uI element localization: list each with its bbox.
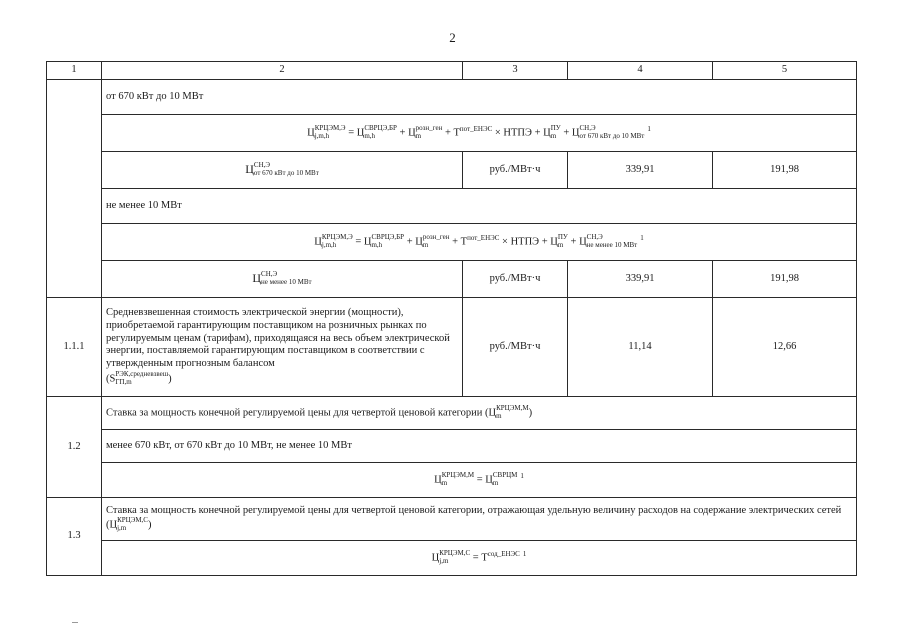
footnote-mark: 1 — [647, 124, 651, 133]
table-row — [47, 463, 857, 498]
header-cell: 1 — [47, 62, 102, 80]
header-row — [47, 62, 857, 80]
table-row — [47, 498, 857, 541]
description-cell: Средневзвешенная стоимость электрической энергии (мощности), приобретаемой гарантирующим поставщиком на розничных рынках по регулируемым ценам (тарифам), приходящаяся на весь объем электрической энергии, поставляемой гарантирующим поставщиком в соответствии с утвержденным прогнозным балансом (S РЭК,средневзвеш ГП,m ) — [102, 298, 463, 397]
row-number-cell — [47, 80, 102, 298]
formula-cell: Ц КРЦЭМ,М m = Ц СВРЦМ m 1 — [102, 463, 857, 498]
page-number: 2 — [449, 30, 456, 45]
formula-cell: Ц КРЦЭМ,Э j,m,h = Ц СВРЦЭ,БР m,h + Ц розн_ген m + $Т^{пот\_ЕНЭС}$ × НТПЭ + Ц ПУ m + Ц СН,Э не менее 10 МВт 1 — [102, 224, 857, 261]
section-heading: Ставка за мощность конечной регулируемой цены для четвертой ценовой категории (Ц КРЦЭМ,М m ) — [102, 397, 857, 430]
header-cell: 5 — [713, 62, 857, 80]
table-row — [47, 397, 857, 430]
table-row — [47, 152, 857, 189]
unit-cell: руб./МВт·ч — [463, 298, 568, 397]
row-number-cell: 1.2 — [47, 397, 102, 498]
row-number-cell: 1.1.1 — [47, 298, 102, 397]
footnote-mark: 1 — [522, 549, 527, 558]
tariff-table — [46, 61, 857, 576]
table-row — [47, 224, 857, 261]
value-cell: 191,98 — [713, 152, 857, 189]
section-heading: не менее 10 МВт — [102, 189, 857, 224]
footnote-mark: 1 — [640, 233, 644, 242]
header-cell: 2 — [102, 62, 463, 80]
scan-speck — [72, 622, 78, 623]
formula-cell: Ц КРЦЭМ,С j,m = $Т^{сод\_ЕНЭС}$ 1 — [102, 541, 857, 576]
value-cell: 12,66 — [713, 298, 857, 397]
row-number-cell: 1.3 — [47, 498, 102, 576]
table-row — [47, 189, 857, 224]
table-row — [47, 430, 857, 463]
unit-cell: руб./МВт·ч — [463, 152, 568, 189]
rate-label-cell: Ц СН,Э не менее 10 МВт — [102, 261, 463, 298]
value-cell: 191,98 — [713, 261, 857, 298]
header-cell: 3 — [463, 62, 568, 80]
value-cell: 339,91 — [568, 261, 713, 298]
formula-cell: Ц КРЦЭМ,Э j,m,h = Ц СВРЦЭ,БР m,h + Ц розн_ген m + $Т^{пот\_ЕНЭС}$ × НТПЭ + Ц ПУ m + Ц СН,Э от 670 кВт до 10 МВт 1 — [102, 115, 857, 152]
section-heading: Ставка за мощность конечной регулируемой цены для четвертой ценовой категории, отражающая удельную величину расходов на содержание электрических сетей (Ц КРЦЭМ,С j,m ) — [102, 498, 857, 541]
header-cell: 4 — [568, 62, 713, 80]
rate-label-cell: Ц СН,Э от 670 кВт до 10 МВт — [102, 152, 463, 189]
table-row — [47, 541, 857, 576]
table-row — [47, 115, 857, 152]
unit-cell: руб./МВт·ч — [463, 261, 568, 298]
footnote-mark: 1 — [520, 471, 524, 480]
value-cell: 11,14 — [568, 298, 713, 397]
section-heading: от 670 кВт до 10 МВт — [102, 80, 857, 115]
table-row — [47, 298, 857, 397]
table-row — [47, 261, 857, 298]
table-row — [47, 80, 857, 115]
value-cell: 339,91 — [568, 152, 713, 189]
section-heading: менее 670 кВт, от 670 кВт до 10 МВт, не менее 10 МВт — [102, 430, 857, 463]
